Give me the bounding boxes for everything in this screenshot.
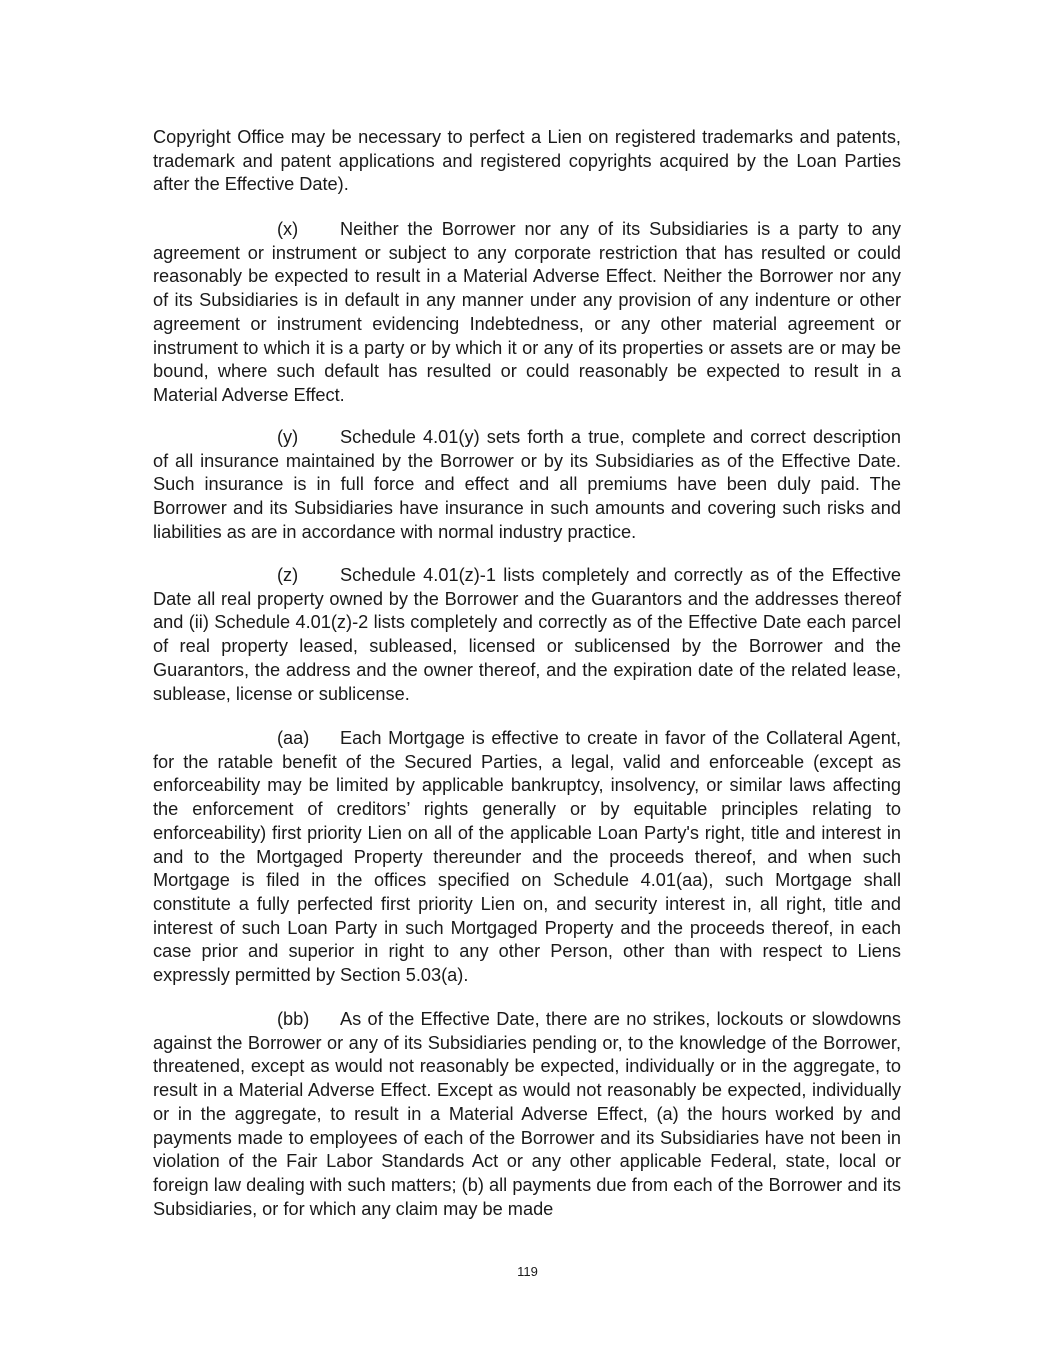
paragraph-text: As of the Effective Date, there are no strikes, lockouts or slowdowns against the Borrower or any of its Subsidiaries pending or, to the knowledge of the Borrower, threatened, except as would not reasonably be expected, individually or in the aggregate, to result in a Material Adverse Effect. Except as would not reasonably be expected, individually or in the aggregate, to result in a Material Adverse Effect, (a) the hours worked by and payments made to employees of each of the Borrower and its Subsidiaries have not been in violation of the Fair Labor Standards Act or any other applicable Federal, state, local or foreign law dealing with such matters; (b) all payments due from each of the Borrower and its Subsidiaries, or for which any claim may be made	[153, 1009, 901, 1219]
paragraph-text: Each Mortgage is effective to create in favor of the Collateral Agent, for the ratable benefit of the Secured Parties, a legal, valid and enforceable (except as enforceability may be limited by applicable bankruptcy, insolvency, or similar laws affecting the enforcement of creditors’ rights generally or by equitable principles relating to enforceability) first priority Lien on all of the applicable Loan Party's right, title and interest in and to the Mortgaged Property thereunder and the proceeds thereof, and when such Mortgage is filed in the offices specified on Schedule 4.01(aa), such Mortgage shall constitute a fully perfected first priority Lien on, and security interest in, all right, title and interest of such Loan Party in such Mortgaged Property and the proceeds thereof, in each case prior and superior in right to any other Person, other than with respect to Liens expressly permitted by Section 5.03(a).	[153, 728, 901, 986]
section-aa-paragraph	[153, 727, 901, 988]
section-label: (bb)	[277, 1009, 310, 1029]
paragraph-continuation	[153, 126, 901, 197]
section-x-paragraph	[153, 218, 901, 408]
paragraph-text: Copyright Office may be necessary to perfect a Lien on registered trademarks and patents, trademark and patent applications and registered copyrights acquired by the Loan Parties after the Effective Date).	[153, 127, 901, 195]
paragraph-text: Schedule 4.01(z)-1 lists completely and correctly as of the Effective Date all real property owned by the Borrower and the Guarantors and the addresses thereof and (ii) Schedule 4.01(z)-2 lists completely and correctly as of the Effective Date each parcel of real property leased, subleased, licensed or sublicensed by the Borrower and the Guarantors, the address and the owner thereof, and the expiration date of the related lease, sublease, license or sublicense.	[153, 565, 901, 704]
paragraph-text: Neither the Borrower nor any of its Subsidiaries is a party to any agreement or instrument or subject to any corporate restriction that has resulted or could reasonably be expected to result in a Material Adverse Effect. Neither the Borrower nor any of its Subsidiaries is in default in any manner under any provision of any indenture or other agreement or instrument evidencing Indebtedness, or any other material agreement or instrument to which it is a party or by which it or any of its properties or assets are or may be bound, where such default has resulted or could reasonably be expected to result in a Material Adverse Effect.	[153, 219, 901, 405]
paragraph-text: Schedule 4.01(y) sets forth a true, complete and correct description of all insurance maintained by the Borrower or by its Subsidiaries as of the Effective Date. Such insurance is in full force and effect and all premiums have been duly paid. The Borrower and its Subsidiaries have insurance in such amounts and covering such risks and liabilities as are in accordance with normal industry practice.	[153, 427, 901, 542]
section-y-paragraph	[153, 426, 901, 545]
section-label: (x)	[277, 219, 299, 239]
section-label: (aa)	[277, 728, 310, 748]
section-bb-paragraph	[153, 1008, 901, 1221]
page-number: 119	[517, 1264, 538, 1279]
section-label: (z)	[277, 565, 299, 585]
section-z-paragraph	[153, 564, 901, 706]
section-label: (y)	[277, 427, 299, 447]
